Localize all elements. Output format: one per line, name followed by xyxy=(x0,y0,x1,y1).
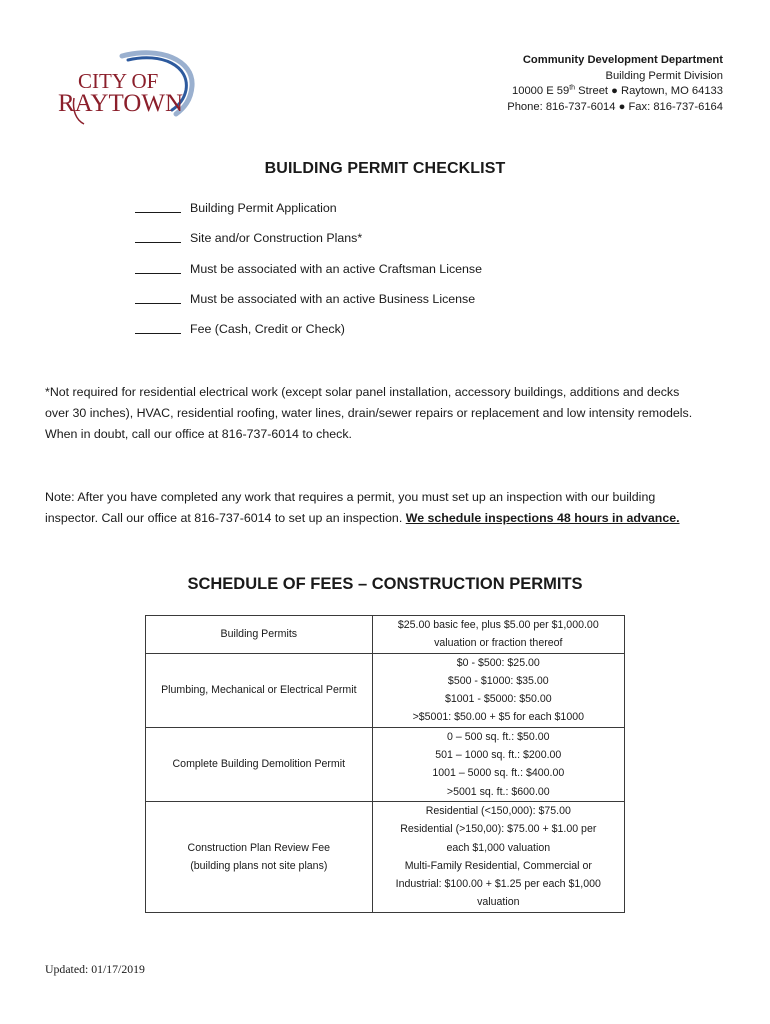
address-sup: th xyxy=(569,84,576,92)
table-row xyxy=(146,801,625,912)
checklist-blank[interactable] xyxy=(135,333,181,334)
city-of-raytown-logo xyxy=(52,48,197,128)
fee-detail-cell xyxy=(372,653,624,727)
checklist-label: Fee (Cash, Credit or Check) xyxy=(190,322,345,337)
checklist-blank[interactable] xyxy=(135,303,181,304)
checklist-blank[interactable] xyxy=(135,212,181,213)
logo-line1: CITY OF xyxy=(78,69,159,93)
note-emphasis: We schedule inspections 48 hours in advance. xyxy=(405,510,680,525)
checklist-item xyxy=(135,307,482,337)
contact-line: Phone: 816-737-6014 ● Fax: 816-737-6164 xyxy=(507,100,723,113)
fee-detail: valuation xyxy=(477,896,520,909)
footnote-paragraph xyxy=(45,382,725,444)
checklist-label: Must be associated with an active Craftsman License xyxy=(190,261,483,276)
page-title: BUILDING PERMIT CHECKLIST xyxy=(264,160,506,177)
raytown-logo-graphic xyxy=(52,48,197,128)
checklist-label: Site and/or Construction Plans* xyxy=(190,231,363,246)
checklist-blank[interactable] xyxy=(135,242,181,243)
fee-label: Plumbing, Mechanical or Electrical Permit xyxy=(161,684,357,697)
table-row xyxy=(146,727,625,801)
fee-detail: >$5001: $50.00 + $5 for each $1000 xyxy=(412,711,584,724)
fee-detail: $0 - $500: $25.00 xyxy=(456,656,540,669)
table-row xyxy=(146,616,625,654)
fee-label-cell xyxy=(146,801,373,912)
fee-detail: $1001 - $5000: $50.00 xyxy=(444,693,552,706)
footnote-line: over 30 inches), HVAC, residential roofing, water lines, drain/sewer repairs or replacement and low intensity remodels. xyxy=(45,405,693,420)
fee-detail-cell xyxy=(372,801,624,912)
address-post: Street ● Raytown, MO 64133 xyxy=(575,85,723,97)
fee-detail: Residential (>150,00): $75.00 + $1.00 per xyxy=(400,823,597,836)
fee-label: Complete Building Demolition Permit xyxy=(172,758,346,771)
logo-line2: RAYTOWN xyxy=(58,90,184,117)
checklist-label: Must be associated with an active Business License xyxy=(190,291,476,306)
fee-label-cell xyxy=(146,727,373,801)
note-line2-text: inspector. Call our office at 816-737-6014 to set up an inspection. xyxy=(45,510,406,525)
fee-detail: $25.00 basic fee, plus $5.00 per $1,000.00 xyxy=(397,619,599,631)
permit-checklist xyxy=(135,200,482,337)
fee-detail-cell xyxy=(372,727,624,801)
fees-table xyxy=(145,615,625,913)
inspection-note xyxy=(45,487,725,529)
checklist-item xyxy=(135,216,482,246)
fee-detail: 1001 – 5000 sq. ft.: $400.00 xyxy=(432,767,565,780)
department-name: Community Development Department xyxy=(522,54,723,66)
checklist-item xyxy=(135,200,482,216)
fee-label: Building Permits xyxy=(220,628,298,641)
fee-detail: Multi-Family Residential, Commercial or xyxy=(404,859,592,872)
note-line2 xyxy=(45,508,725,529)
fee-detail-cell xyxy=(372,616,624,654)
address-line xyxy=(507,84,723,100)
fee-detail: $500 - $1000: $35.00 xyxy=(447,674,549,687)
footnote-line: When in doubt, call our office at 816-737-6014 to check. xyxy=(45,426,352,441)
fee-detail: Residential (<150,000): $75.00 xyxy=(425,804,571,817)
fee-detail: 0 – 500 sq. ft.: $50.00 xyxy=(447,730,550,743)
fee-detail: Industrial: $100.00 + $1.25 per each $1,000 xyxy=(395,878,601,891)
fees-title: SCHEDULE OF FEES – CONSTRUCTION PERMITS xyxy=(187,575,583,593)
checklist-item xyxy=(135,277,482,307)
table-row xyxy=(146,653,625,727)
department-header xyxy=(507,53,723,115)
checklist-item xyxy=(135,246,482,276)
fee-detail: >5001 sq. ft.: $600.00 xyxy=(446,785,550,798)
checklist-label: Building Permit Application xyxy=(190,201,337,215)
fee-label-cell xyxy=(146,616,373,654)
fee-label-cell xyxy=(146,653,373,727)
fee-label: Construction Plan Review Fee xyxy=(187,841,331,854)
fee-detail: each $1,000 valuation xyxy=(446,841,551,854)
note-line1: Note: After you have completed any work that requires a permit, you must set up an inspection with our building xyxy=(45,490,656,504)
updated-date: Updated: 01/17/2019 xyxy=(45,962,145,976)
fee-label: (building plans not site plans) xyxy=(190,859,328,872)
checklist-blank[interactable] xyxy=(135,273,181,274)
fee-detail: valuation or fraction thereof xyxy=(434,637,563,650)
fee-detail: 501 – 1000 sq. ft.: $200.00 xyxy=(435,749,562,762)
division-name: Building Permit Division xyxy=(605,69,723,82)
address-pre: 10000 E 59 xyxy=(512,85,570,97)
footnote-line: *Not required for residential electrical work (except solar panel installation, accessory buildings, additions and decks xyxy=(45,385,680,399)
